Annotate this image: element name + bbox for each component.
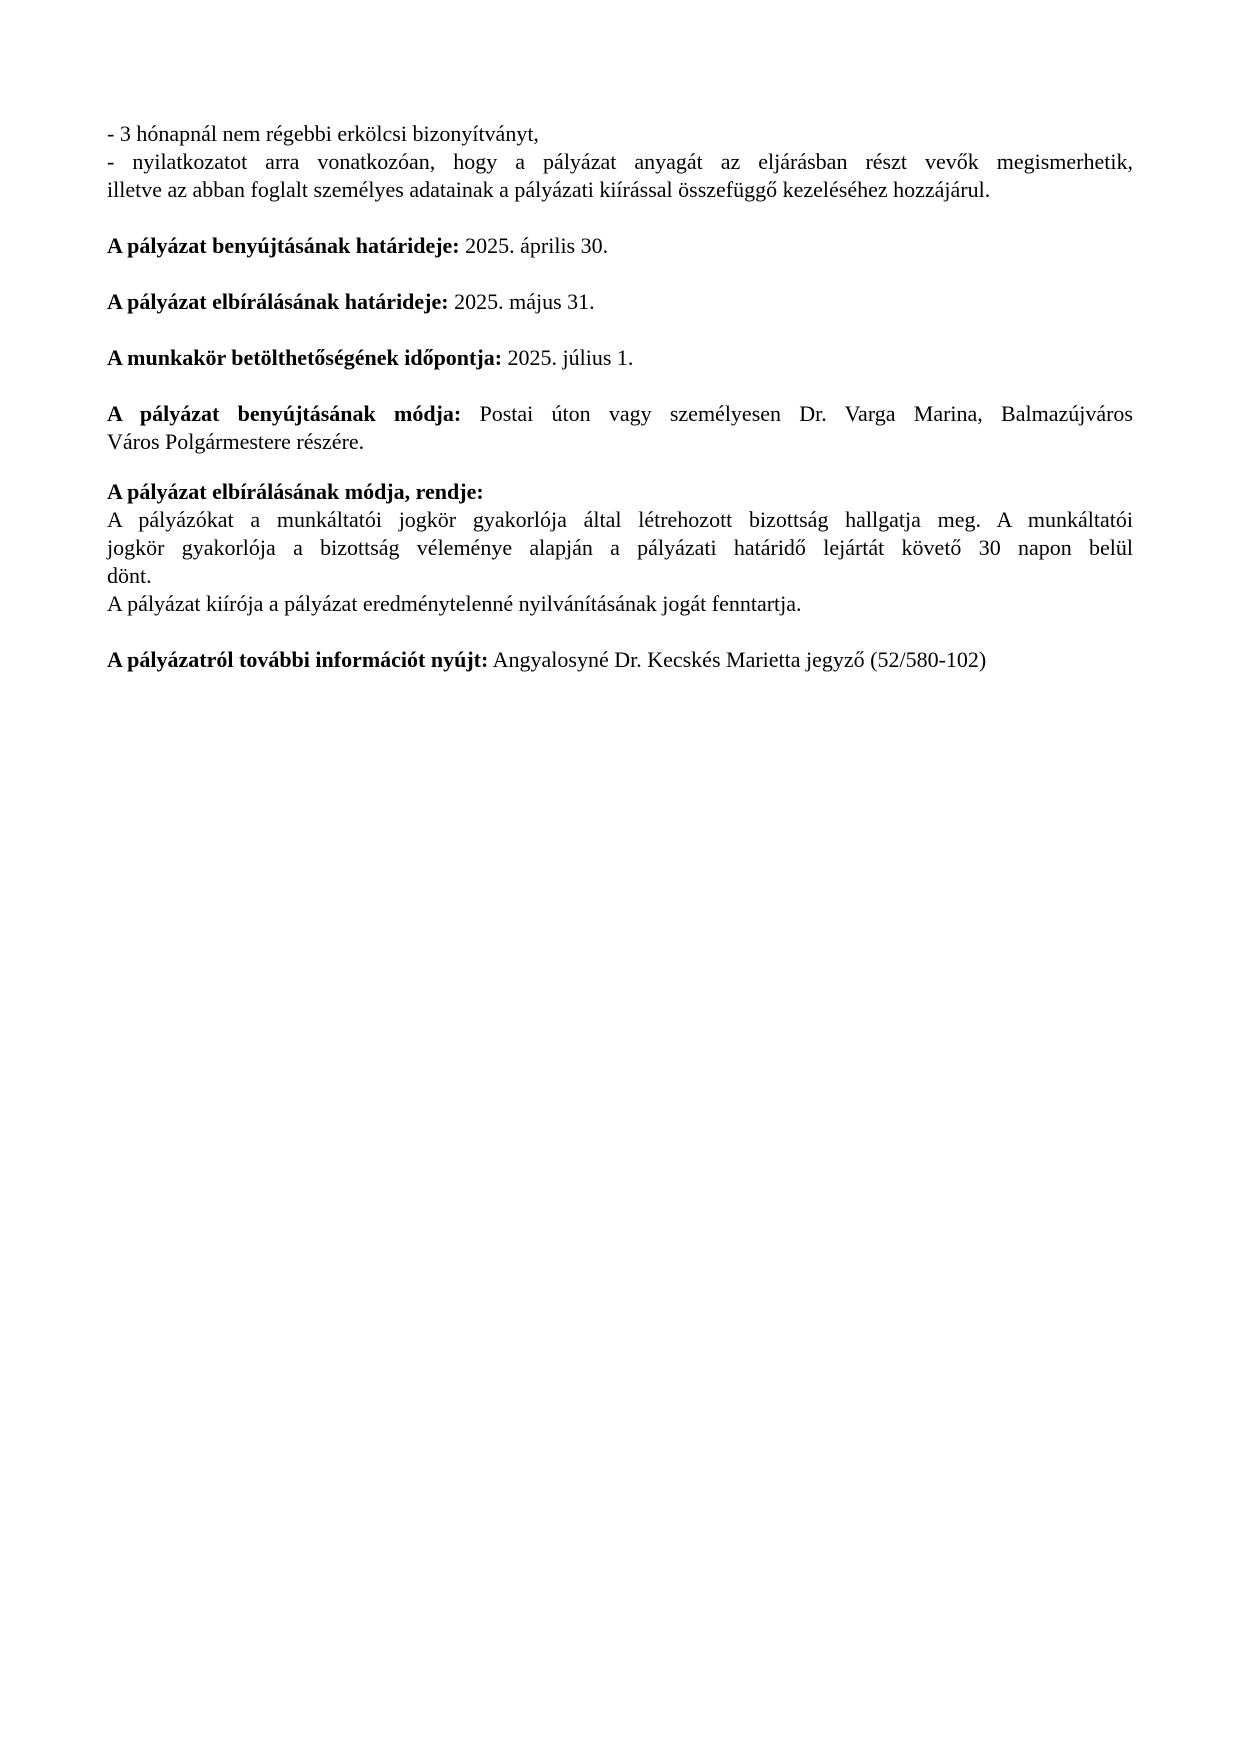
submission-method-line-1 (107, 400, 1133, 428)
contact-info (107, 646, 1133, 674)
evaluation-method-label: A pályázat elbírálásának módja, rendje: (107, 479, 484, 504)
submission-deadline-label: A pályázat benyújtásának határideje: (107, 233, 460, 258)
evaluation-deadline (107, 288, 1133, 316)
submission-method (107, 400, 1133, 456)
submission-deadline (107, 232, 1133, 260)
contact-info-label: A pályázatról további információt nyújt: (107, 647, 489, 672)
start-date-value: 2025. július 1. (502, 345, 634, 370)
requirement-item-2-line-1: - nyilatkozatot arra vonatkozóan, hogy a pályázat anyagát az eljárásban részt vevők megismerhetik, (107, 149, 1133, 174)
contact-info-value: Angyalosyné Dr. Kecskés Marietta jegyző (52/580-102) (488, 647, 987, 672)
evaluation-deadline-value: 2025. május 31. (448, 289, 595, 314)
start-date-label: A munkakör betölthetőségének időpontja: (107, 345, 503, 370)
evaluation-method-line-4: A pályázat kiírója a pályázat eredménytelenné nyilvánításának jogát fenntartja. (107, 591, 802, 616)
evaluation-method-line-3: dönt. (107, 563, 152, 588)
submission-method-value-line-1: Postai úton vagy személyesen Dr. Varga Marina, Balmazújváros (461, 401, 1133, 426)
requirement-item-2-line-2: illetve az abban foglalt személyes adatainak a pályázati kiírással összefüggő kezeléséhez hozzájárul. (107, 177, 991, 202)
evaluation-method-line-2: jogkör gyakorlója a bizottság véleménye alapján a pályázati határidő lejártát követő 30 napon belül (107, 535, 1133, 560)
evaluation-deadline-label: A pályázat elbírálásának határideje: (107, 289, 449, 314)
submission-method-label: A pályázat benyújtásának módja: (107, 401, 462, 426)
evaluation-method-line-1: A pályázókat a munkáltatói jogkör gyakorlója által létrehozott bizottság hallgatja meg. A munkáltatói (107, 507, 1133, 532)
submission-deadline-value: 2025. április 30. (459, 233, 609, 258)
start-date (107, 344, 1133, 372)
requirement-item-1: - 3 hónapnál nem régebbi erkölcsi bizonyítványt, (107, 121, 539, 146)
evaluation-method-heading (107, 478, 1133, 506)
evaluation-method (107, 478, 1133, 618)
document-content (107, 120, 1133, 674)
submission-method-line-2: Város Polgármestere részére. (107, 429, 365, 454)
